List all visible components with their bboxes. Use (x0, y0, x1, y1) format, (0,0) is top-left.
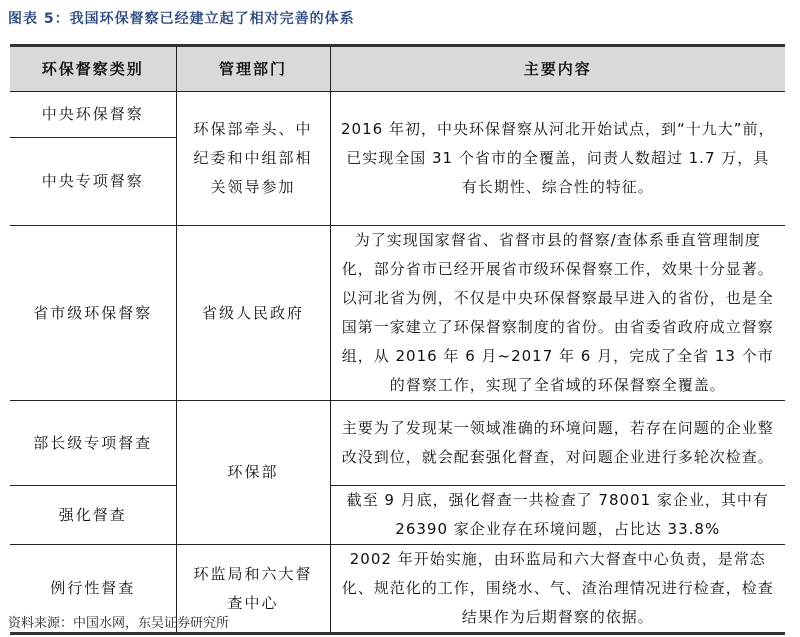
category-cell: 强化督查 (10, 486, 176, 545)
category-cell: 中央专项督察 (10, 138, 176, 226)
content-cell: 2002 年开始实施，由环监局和六大督查中心负责，是常态化、规范化的工作，围绕水、气、渣治理情况进行检查，检查结果作为后期督察的依据。 (330, 545, 785, 634)
table-row (10, 226, 785, 401)
content-cell: 2016 年初，中央环保督察从河北开始试点，到“十九大”前，已实现全国 31 个省市的全覆盖，问责人数超过 1.7 万，具有长期性、综合性的特征。 (330, 92, 785, 226)
content-cell: 主要为了发现某一领域准确的环境问题，若存在问题的企业整改没到位，就会配套强化督查，对问题企业进行多轮次检查。 (330, 401, 785, 486)
header-content: 主要内容 (330, 46, 785, 92)
department-cell: 环监局和六大督查中心 (176, 545, 330, 634)
supervision-table (10, 44, 785, 635)
header-department: 管理部门 (176, 46, 330, 92)
table-row (10, 401, 785, 486)
category-cell: 例行性督查 (10, 545, 176, 634)
category-cell: 中央环保督察 (10, 92, 176, 138)
table-row (10, 486, 785, 545)
content-cell: 为了实现国家督省、省督市县的督察/查体系垂直管理制度化，部分省市已经开展省市级环保督察工作，效果十分显著。以河北省为例，不仅是中央环保督察最早进入的省份，也是全国第一家建立了环保督察制度的省份。由省委省政府成立督察组，从 2016 年 6 月~2017 年 6 月，完成了全省 13 个市的督察工作，实现了全省域的环保督察全覆盖。 (330, 226, 785, 401)
department-cell: 环保部 (176, 401, 330, 545)
department-cell: 环保部牵头、中纪委和中组部相关领导参加 (176, 92, 330, 226)
category-cell: 省市级环保督察 (10, 226, 176, 401)
source-note: 资料来源：中国水网，东吴证券研究所 (8, 616, 230, 631)
figure-title: 图表 5：我国环保督察已经建立起了相对完善的体系 (8, 11, 355, 27)
department-cell: 省级人民政府 (176, 226, 330, 401)
category-cell: 部长级专项督查 (10, 401, 176, 486)
header-category: 环保督察类别 (10, 46, 176, 92)
content-cell: 截至 9 月底，强化督查一共检查了 78001 家企业，其中有 26390 家企业存在环境问题，占比达 33.8% (330, 486, 785, 545)
table-row (10, 92, 785, 138)
table-header-row (10, 46, 785, 92)
